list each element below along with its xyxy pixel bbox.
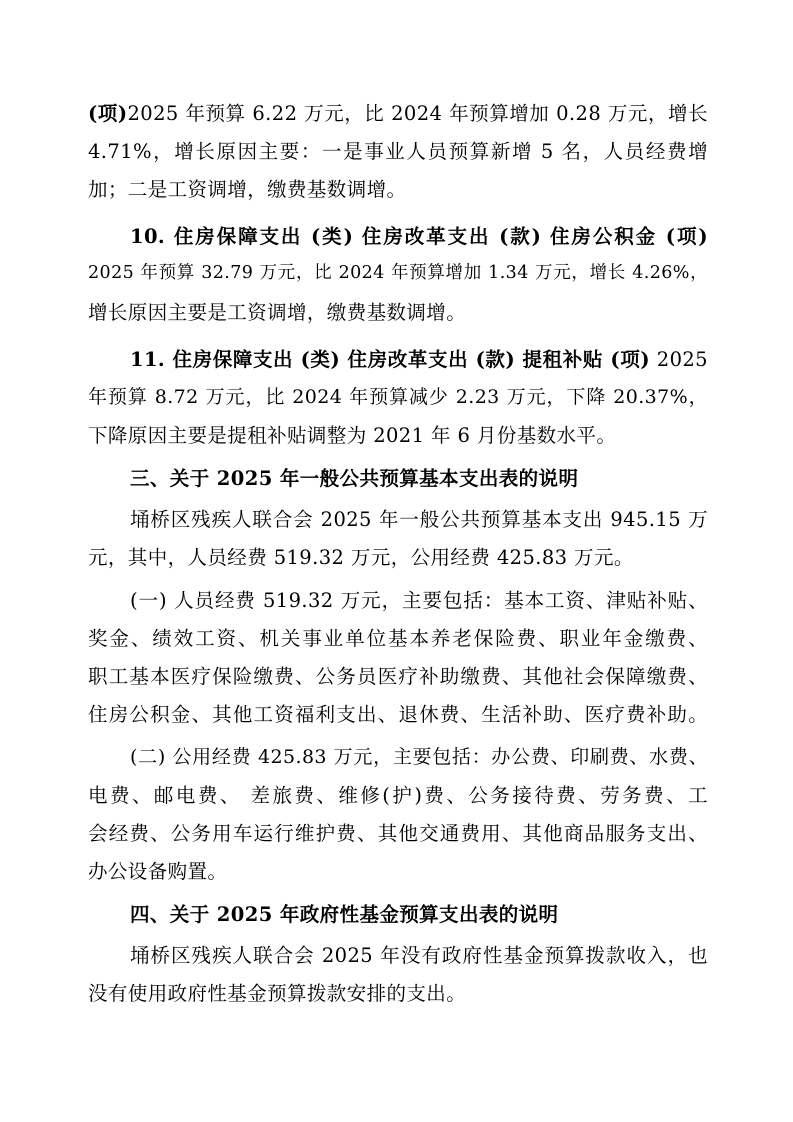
text-run: 2025 年预算 6.22 万元，比 2024 年预算增加 0.28 万元，增长 (127, 102, 708, 125)
paragraph-line: (二) 公用经费 425.83 万元，主要包括：办公费、印刷费、水费、 (130, 746, 708, 768)
paragraph-line (130, 350, 708, 370)
paragraph-line: 会经费、公务用车运行维护费、其他交通费用、其他商品服务支出、 (88, 822, 708, 845)
section-item-heading: 10. 住房保障支出 (类) 住房改革支出 (款) 住房公积金 (项) (130, 225, 708, 248)
paragraph-line: 埇桥区残疾人联合会 2025 年一般公共预算基本支出 945.15 万 (130, 508, 708, 531)
paragraph-line: 住房公积金、其他工资福利支出、退休费、生活补助、医疗费补助。 (88, 703, 708, 726)
paragraph-line: 4.71%，增长原因主要：一是事业人员预算新增 5 名，人员经费增 (88, 140, 708, 163)
section-heading: 四、关于 2025 年政府性基金预算支出表的说明 (130, 903, 559, 926)
bold-label: (项) (88, 102, 128, 125)
paragraph-line: 奖金、绩效工资、机关事业单位基本养老保险费、职业年金缴费、 (88, 627, 708, 650)
paragraph-line: 没有使用政府性基金预算拨款安排的支出。 (88, 982, 467, 1005)
paragraph-line: 下降原因主要是提租补贴调整为 2021 年 6 月份基数水平。 (88, 424, 617, 447)
paragraph-line: 电费、邮电费、 差旅费、维修(护)费、公务接待费、劳务费、工 (88, 784, 708, 807)
paragraph-line: 年预算 8.72 万元，比 2024 年预算减少 2.23 万元，下降 20.37%， (88, 386, 708, 408)
paragraph-line (88, 104, 708, 124)
paragraph-line: 2025 年预算 32.79 万元，比 2024 年预算增加 1.34 万元，增长 4.26%， (88, 263, 708, 283)
paragraph-line: (一) 人员经费 519.32 万元，主要包括：基本工资、津贴补贴、 (130, 589, 708, 612)
paragraph-line: 元，其中，人员经费 519.32 万元，公用经费 425.83 万元。 (88, 546, 634, 569)
paragraph-line: 埇桥区残疾人联合会 2025 年没有政府性基金预算拨款收入，也 (130, 944, 708, 967)
section-item-heading: 11. 住房保障支出 (类) 住房改革支出 (款) 提租补贴 (项) (130, 348, 650, 371)
paragraph-line: 增长原因主要是工资调增，缴费基数调增。 (88, 301, 467, 324)
paragraph-line: 职工基本医疗保险缴费、公务员医疗补助缴费、其他社会保障缴费、 (88, 665, 708, 688)
paragraph-line: 加；二是工资调增，缴费基数调增。 (88, 178, 407, 201)
section-heading: 三、关于 2025 年一般公共预算基本支出表的说明 (130, 467, 579, 490)
text-run: 2025 (656, 348, 708, 371)
paragraph-line: 办公设备购置。 (88, 860, 228, 883)
